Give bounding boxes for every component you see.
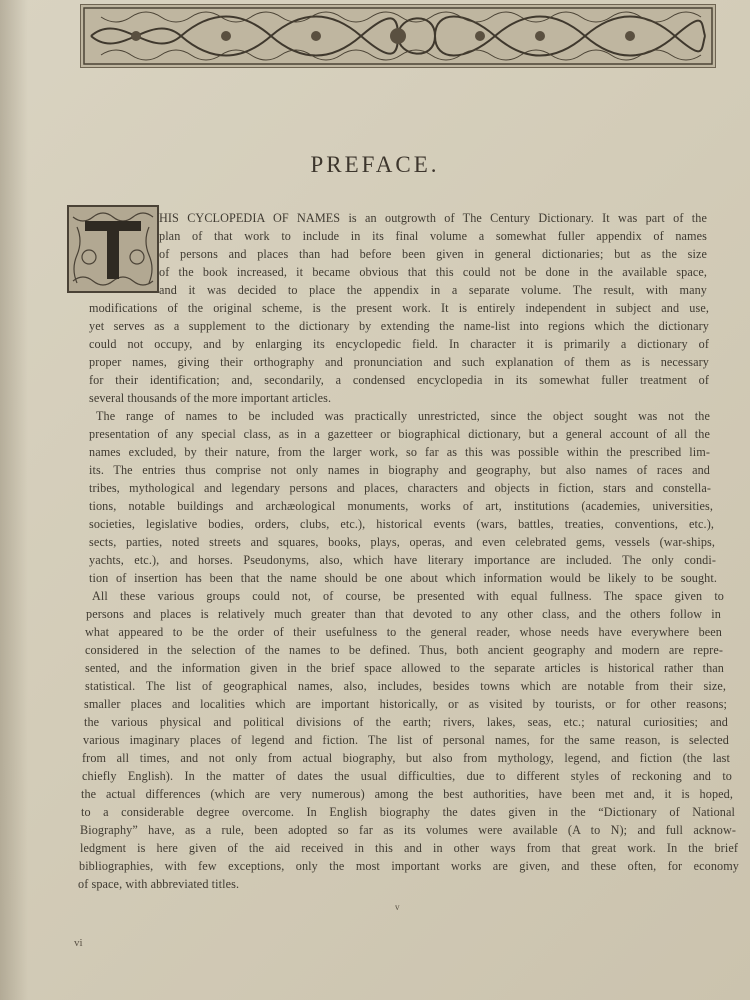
text-line: proper names, giving their orthography and pronunciation and such explanation of them as is necessary xyxy=(89,355,709,369)
text-line: names excluded, by their nature, from the larger work, so far as this was possible within the prescribed lim- xyxy=(89,445,710,459)
text-line: The range of names to be included was practically unrestricted, since the object sought was not the xyxy=(96,409,710,423)
text-line: ledgment is here given of the aid received in this and in other ways from that great work. In the brief xyxy=(80,841,738,855)
text-line: several thousands of the more important articles. xyxy=(89,391,332,405)
text-line: statistical. The list of geographical names, also, includes, besides towns which are notable from their size, xyxy=(85,679,726,693)
text-line: societies, legislative bodies, orders, clubs, etc.), historical events (wars, battles, treaties, conventions, etc.), xyxy=(89,517,714,531)
ornamental-headpiece xyxy=(80,4,716,68)
page-number: vi xyxy=(74,937,83,949)
page-title: PREFACE. xyxy=(310,152,440,177)
text-line: its. The entries thus comprise not only names in biography and geography, but also names of races and xyxy=(89,463,710,477)
text-line: persons and places is relatively much greater than that devoted to any other class, and the others follow in xyxy=(86,607,721,621)
text-line: the actual differences (which are very numerous) among the best authorities, have been met and, it is hoped, xyxy=(81,787,733,801)
text-line: tribes, mythological and legendary persons and places, characters and objects in fiction, stars and constella- xyxy=(89,481,711,495)
binding-shadow xyxy=(0,0,28,1000)
text-line: of the book increased, it became obvious that this could not be done in the available space, xyxy=(159,265,707,279)
text-line: bibliographies, with few exceptions, only the most important works are given, and these often, for economy xyxy=(79,859,739,873)
text-line: sented, and the information given in the brief space allowed to the separate articles is historical rather than xyxy=(85,661,724,675)
text-line: various imaginary places of legend and fiction. The list of personal names, for the same reason, is selected xyxy=(83,733,729,747)
text-line: chiefly English). In the matter of dates the usual difficulties, due to different styles of reckoning and to xyxy=(82,769,732,783)
text-line: to a considerable degree overcome. In English biography the dates given in the “Dictionary of National xyxy=(81,805,735,819)
text-line: and it was decided to place the appendix in a separate volume. The result, with many xyxy=(159,283,707,297)
text-line: plan of that work to include in its final volume a somewhat fuller appendix of names xyxy=(159,229,707,243)
ornamental-initial-t xyxy=(67,205,159,293)
text-line: for their identification; and, secondarily, a condensed encyclopedia in its somewhat fuller treatment of xyxy=(89,373,709,387)
text-line: of space, with abbreviated titles. xyxy=(78,877,240,891)
text-line: All these various groups could not, of course, be presented with equal fullness. The space given to xyxy=(92,589,724,603)
text-line: the various physical and political divisions of the earth; rivers, lakes, seas, etc.; natural curiosities; and xyxy=(84,715,728,729)
text-line: yachts, etc.), and horses. Pseudonyms, also, which have literary importance are included. The only condi- xyxy=(89,553,716,567)
text-line: HIS CYCLOPEDIA OF NAMES is an outgrowth of The Century Dictionary. It was part of the xyxy=(159,211,707,225)
text-line: tions, notable buildings and archæological monuments, works of art, institutions (academies, universities, xyxy=(89,499,713,513)
text-line: smaller places and localities which are important historically, or as visited by tourists, or for other reasons; xyxy=(84,697,727,711)
text-line: tion of insertion has been that the name should be one about which information would be likely to be sought. xyxy=(89,571,717,585)
signature-mark: v xyxy=(395,902,400,912)
text-line: of persons and places than had before been given in general dictionaries; but as the size xyxy=(159,247,707,261)
text-line: sects, parties, noted streets and squares, books, plays, operas, and even celebrated gems, vessels (war-ships, xyxy=(89,535,715,549)
text-line: Biography” have, as a rule, been adopted so far as its volumes were available (A to N); and full acknow- xyxy=(80,823,736,837)
text-line: considered in the selection of the names to be defined. Thus, both ancient geography and modern are repre- xyxy=(85,643,723,657)
text-line: could not occupy, and by enlarging its encyclopedic field. In character it is primarily a dictionary of xyxy=(89,337,709,351)
text-line: what appeared to be the order of their usefulness to the general reader, whose needs have everywhere been xyxy=(85,625,722,639)
text-line: yet serves as a supplement to the dictionary by extending the name-list into regions which the dictionary xyxy=(89,319,709,333)
text-line: presentation of any special class, as in a gazetteer or biographical dictionary, but a general account of all the xyxy=(89,427,710,441)
text-line: modifications of the original scheme, is the present work. It is entirely independent in subject and use, xyxy=(89,301,709,315)
text-line: from all times, and not only from actual biography, but also from mythology, legend, and fiction (the last xyxy=(82,751,730,765)
